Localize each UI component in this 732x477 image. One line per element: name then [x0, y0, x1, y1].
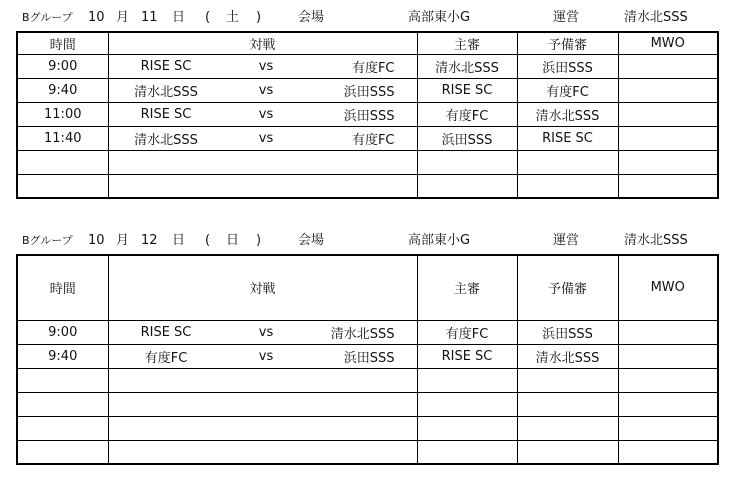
mwo-cell: [618, 150, 718, 174]
day-unit: 日: [172, 10, 186, 25]
table-row: [17, 150, 718, 174]
mwo-cell: [618, 392, 718, 416]
match-column-header: 対戦: [108, 255, 417, 320]
mwo-cell: [618, 440, 718, 464]
vs-label: vs: [258, 324, 274, 340]
day-value: 11: [141, 10, 158, 25]
day-2-header: [0, 232, 732, 250]
day-value: 12: [141, 233, 158, 248]
referee-team: [417, 174, 517, 198]
mwo-cell: [618, 320, 718, 344]
table-row: [17, 78, 718, 102]
month-value: 10: [88, 10, 105, 25]
home-team: 清水北SSS: [134, 84, 198, 100]
weekday: 日: [226, 233, 240, 248]
away-team: 有度FC: [351, 132, 395, 148]
match-time: [17, 150, 108, 174]
day-2-schedule-table: [16, 254, 719, 465]
home-team: RISE SC: [140, 58, 192, 74]
match-cell: [108, 392, 417, 416]
reserve-column-header: 予備審: [517, 255, 618, 320]
group-label: Bグループ: [22, 234, 73, 247]
month-unit: 月: [116, 233, 130, 248]
reserve-referee-team: [517, 174, 618, 198]
referee-team: 有度FC: [417, 320, 517, 344]
table-row: [17, 102, 718, 126]
mwo-cell: [618, 344, 718, 368]
table-row: [17, 392, 718, 416]
match-cell: [108, 440, 417, 464]
reserve-referee-team: RISE SC: [517, 126, 618, 150]
venue-name: 高部東小G: [408, 233, 471, 248]
referee-column-header: 主審: [417, 32, 517, 54]
mwo-column-header: MWO: [618, 255, 718, 320]
table-row: [17, 344, 718, 368]
reserve-referee-team: 浜田SSS: [517, 54, 618, 78]
mwo-column-header: MWO: [618, 32, 718, 54]
weekday-open-paren: (: [205, 10, 211, 25]
reserve-referee-team: 清水北SSS: [517, 344, 618, 368]
referee-team: 浜田SSS: [417, 126, 517, 150]
operation-team: 清水北SSS: [624, 233, 688, 248]
reserve-referee-team: [517, 368, 618, 392]
referee-team: [417, 368, 517, 392]
away-team: 有度FC: [351, 60, 395, 76]
match-cell: [108, 126, 417, 150]
mwo-cell: [618, 174, 718, 198]
vs-label: vs: [258, 58, 274, 74]
day-1-schedule-table: [16, 31, 719, 199]
operation-team: 清水北SSS: [624, 10, 688, 25]
match-time: [17, 368, 108, 392]
mwo-cell: [618, 416, 718, 440]
vs-label: vs: [258, 130, 274, 146]
reserve-referee-team: 清水北SSS: [517, 102, 618, 126]
away-team: 浜田SSS: [343, 84, 395, 100]
match-time: 11:00: [17, 102, 108, 126]
reserve-column-header: 予備審: [517, 32, 618, 54]
weekday: 土: [226, 10, 240, 25]
referee-team: [417, 392, 517, 416]
referee-team: 清水北SSS: [417, 54, 517, 78]
home-team: 清水北SSS: [134, 132, 198, 148]
table-row: [17, 320, 718, 344]
home-team: RISE SC: [140, 324, 192, 340]
match-column-header: 対戦: [108, 32, 417, 54]
venue-label: 会場: [298, 233, 325, 248]
referee-team: [417, 416, 517, 440]
table-row: [17, 440, 718, 464]
away-team: 清水北SSS: [330, 326, 395, 342]
match-time: [17, 440, 108, 464]
away-team: 浜田SSS: [343, 350, 395, 366]
match-cell: [108, 102, 417, 126]
match-time: [17, 174, 108, 198]
table-header-row: [17, 255, 718, 320]
referee-team: [417, 150, 517, 174]
table-row: [17, 416, 718, 440]
operation-label: 運営: [553, 10, 580, 25]
reserve-referee-team: [517, 392, 618, 416]
vs-label: vs: [258, 106, 274, 122]
operation-label: 運営: [553, 233, 580, 248]
group-label: Bグループ: [22, 11, 73, 24]
venue-name: 高部東小G: [408, 10, 471, 25]
mwo-cell: [618, 78, 718, 102]
reserve-referee-team: 浜田SSS: [517, 320, 618, 344]
weekday-close-paren: ): [256, 233, 262, 248]
home-team: 有度FC: [144, 350, 188, 366]
match-cell: [108, 344, 417, 368]
match-time: 9:40: [17, 78, 108, 102]
referee-column-header: 主審: [417, 255, 517, 320]
match-time: 9:40: [17, 344, 108, 368]
weekday-open-paren: (: [205, 233, 211, 248]
mwo-cell: [618, 126, 718, 150]
time-column-header: 時間: [17, 255, 108, 320]
match-time: 11:40: [17, 126, 108, 150]
month-unit: 月: [116, 10, 130, 25]
match-cell: [108, 416, 417, 440]
referee-team: [417, 440, 517, 464]
match-time: 9:00: [17, 54, 108, 78]
mwo-cell: [618, 102, 718, 126]
mwo-cell: [618, 368, 718, 392]
weekday-close-paren: ): [256, 10, 262, 25]
home-team: RISE SC: [140, 106, 192, 122]
referee-team: RISE SC: [417, 344, 517, 368]
match-time: [17, 416, 108, 440]
reserve-referee-team: [517, 150, 618, 174]
venue-label: 会場: [298, 10, 325, 25]
match-cell: [108, 320, 417, 344]
referee-team: 有度FC: [417, 102, 517, 126]
match-cell: [108, 150, 417, 174]
table-row: [17, 126, 718, 150]
match-time: [17, 392, 108, 416]
match-cell: [108, 174, 417, 198]
referee-team: RISE SC: [417, 78, 517, 102]
away-team: 浜田SSS: [343, 108, 395, 124]
match-time: 9:00: [17, 320, 108, 344]
month-value: 10: [88, 233, 105, 248]
table-header-row: [17, 32, 718, 54]
mwo-cell: [618, 54, 718, 78]
reserve-referee-team: [517, 440, 618, 464]
match-cell: [108, 54, 417, 78]
day-1-header: [0, 9, 732, 27]
table-row: [17, 368, 718, 392]
table-row: [17, 54, 718, 78]
reserve-referee-team: [517, 416, 618, 440]
time-column-header: 時間: [17, 32, 108, 54]
day-unit: 日: [172, 233, 186, 248]
table-row: [17, 174, 718, 198]
match-cell: [108, 78, 417, 102]
vs-label: vs: [258, 348, 274, 364]
reserve-referee-team: 有度FC: [517, 78, 618, 102]
match-cell: [108, 368, 417, 392]
vs-label: vs: [258, 82, 274, 98]
